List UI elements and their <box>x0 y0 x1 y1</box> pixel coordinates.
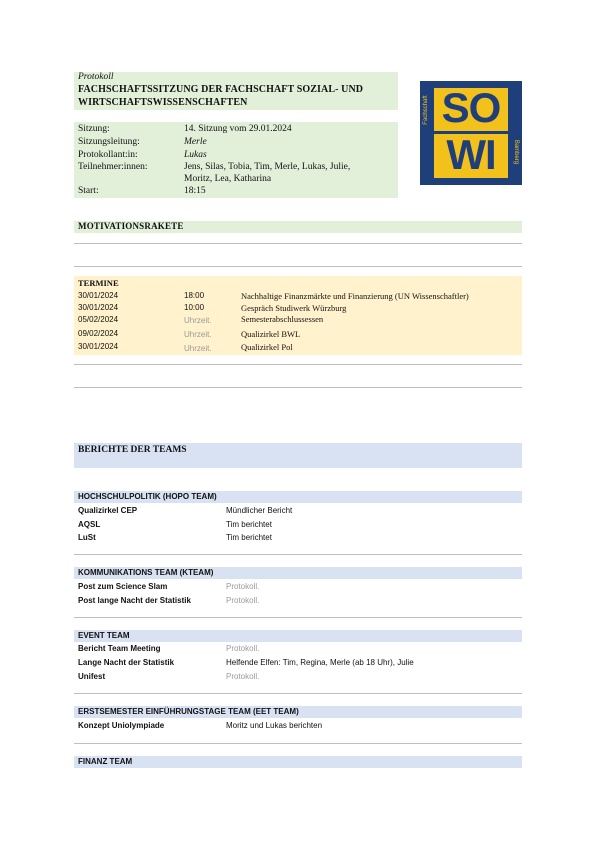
team-heading-bar <box>74 630 522 642</box>
logo-side-right: Bamberg <box>513 139 519 165</box>
document-title-line1: FACHSCHAFTSSITZUNG DER FACHSCHAFT SOZIAL- UND <box>78 84 364 95</box>
team-item-label: Lange Nacht der Statistik <box>78 658 175 667</box>
divider <box>74 364 522 365</box>
berichte-heading: BERICHTE DER TEAMS <box>78 445 187 455</box>
divider <box>74 554 522 555</box>
logo-text-wi: WI <box>446 131 496 178</box>
team-heading: FINANZ TEAM <box>78 757 133 766</box>
info-value-teilnehmer: Jens, Silas, Tobia, Tim, Merle, Lukas, Julie, <box>184 162 351 172</box>
info-label-protokollant: Protokollant:in: <box>78 150 138 160</box>
team-item-placeholder[interactable]: Protokoll. <box>226 582 260 591</box>
team-heading-bar <box>74 756 522 768</box>
divider <box>74 243 522 244</box>
termin-time-placeholder[interactable]: Uhrzeit. <box>184 330 212 339</box>
sowi-logo <box>420 81 522 185</box>
team-heading: ERSTSEMESTER EINFÜHRUNGSTAGE TEAM (EET TEAM) <box>78 707 299 716</box>
termin-time-placeholder[interactable]: Uhrzeit. <box>184 316 212 325</box>
info-value-protokollant: Lukas <box>184 150 207 160</box>
termin-time: 10:00 <box>184 303 205 312</box>
termin-date: 05/02/2024 <box>78 315 119 324</box>
logo-text-so: SO <box>441 84 501 131</box>
termin-event: Qualizirkel BWL <box>241 329 301 339</box>
team-item-placeholder[interactable]: Protokoll. <box>226 672 260 681</box>
team-item-label: LuSt <box>78 533 96 542</box>
team-item-label: Post zum Science Slam <box>78 582 168 591</box>
info-value-teilnehmer-line2: Moritz, Lea, Katharina <box>184 174 272 184</box>
team-item-label: Bericht Team Meeting <box>78 644 161 653</box>
info-label-teilnehmer: Teilnehmer:innen: <box>78 162 148 172</box>
team-heading: HOCHSCHULPOLITIK (HOPO TEAM) <box>78 492 217 501</box>
team-item-label: Unifest <box>78 672 106 681</box>
termin-time: 18:00 <box>184 291 205 300</box>
info-value-leitung: Merle <box>184 137 207 147</box>
protocol-label: Protokoll <box>78 72 114 82</box>
team-item-label: Qualizirkel CEP <box>78 506 138 515</box>
termin-date: 30/01/2024 <box>78 342 119 351</box>
team-item-label: Konzept Uniolympiade <box>78 721 165 730</box>
divider <box>74 743 522 744</box>
team-item-value: Moritz und Lukas berichten <box>226 721 323 730</box>
termin-time-placeholder[interactable]: Uhrzeit. <box>184 344 212 353</box>
team-item-label: Post lange Nacht der Statistik <box>78 596 191 605</box>
info-label-sitzung: Sitzung: <box>78 124 110 134</box>
termin-event: Gespräch Studiwerk Würzburg <box>241 303 347 313</box>
info-label-start: Start: <box>78 186 99 196</box>
info-label-leitung: Sitzungsleitung: <box>78 137 140 147</box>
team-item-value: Tim berichtet <box>226 520 272 529</box>
team-item-value: Tim berichtet <box>226 533 272 542</box>
divider <box>74 387 522 388</box>
termin-date: 30/01/2024 <box>78 303 119 312</box>
termin-event: Nachhaltige Finanzmärkte und Finanzierung (UN Wissenschaftler) <box>241 291 469 301</box>
termin-event: Semesterabschlussessen <box>241 314 324 324</box>
motivation-heading: MOTIVATIONSRAKETE <box>78 221 184 231</box>
divider <box>74 693 522 694</box>
team-heading: EVENT TEAM <box>78 631 130 640</box>
team-item-label: AQSL <box>78 520 101 529</box>
divider <box>74 617 522 618</box>
info-value-start: 18:15 <box>184 186 206 196</box>
logo-side-left: Fachschaft <box>423 95 429 125</box>
termin-date: 09/02/2024 <box>78 329 119 338</box>
divider <box>74 266 522 267</box>
team-item-placeholder[interactable]: Protokoll. <box>226 596 260 605</box>
team-item-placeholder[interactable]: Protokoll. <box>226 644 260 653</box>
document-title-line2: WIRTSCHAFTSWISSENSCHAFTEN <box>78 97 248 108</box>
termin-date: 30/01/2024 <box>78 291 119 300</box>
termin-event: Qualizirkel Pol <box>241 342 293 352</box>
team-item-value: Mündlicher Bericht <box>226 506 293 515</box>
team-item-value: Helfende Elfen: Tim, Regina, Merle (ab 18 Uhr), Julie <box>226 658 414 667</box>
termine-heading: TERMINE <box>78 278 119 288</box>
team-heading: KOMMUNIKATIONS TEAM (KTEAM) <box>78 568 214 577</box>
info-value-sitzung: 14. Sitzung vom 29.01.2024 <box>184 124 292 134</box>
